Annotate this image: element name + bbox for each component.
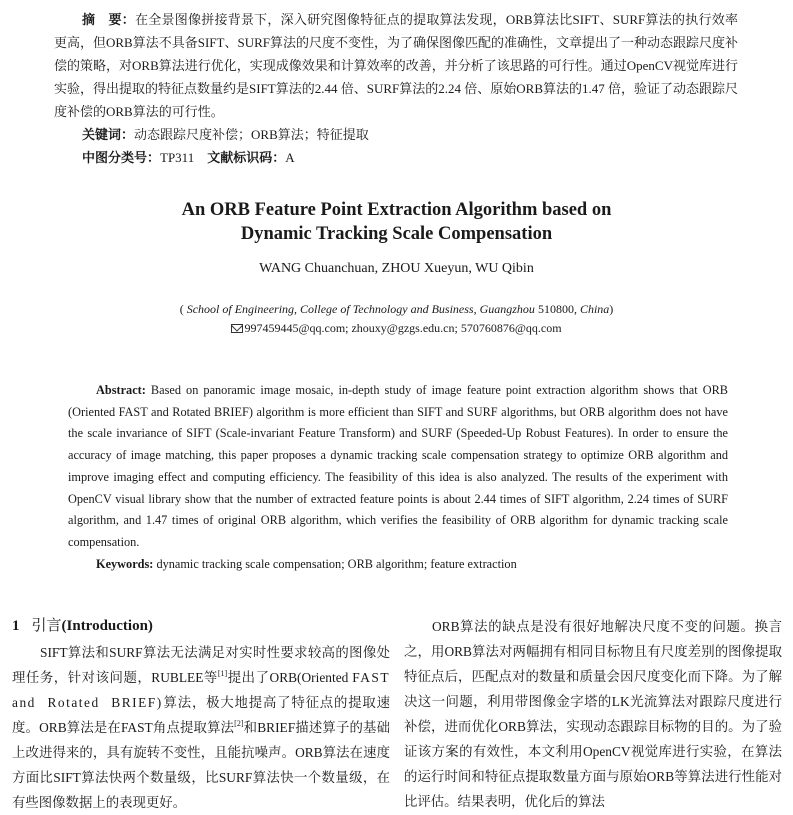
citation-1[interactable]: [1] xyxy=(217,669,228,678)
body-column-right xyxy=(404,614,782,814)
affiliation-country: China xyxy=(579,302,610,316)
english-abstract-block xyxy=(68,380,728,575)
title-line-1: An ORB Feature Point Extraction Algorithm based on xyxy=(181,200,612,220)
affiliation-block xyxy=(0,300,793,338)
chinese-abstract xyxy=(54,8,738,123)
affiliation-college: College of Technology and Business xyxy=(300,302,474,316)
classification-line xyxy=(54,146,738,169)
chinese-abstract-text: 在全景图像拼接背景下，深入研究图像特征点的提取算法发现，ORB算法比SIFT、SURF算法的执行效率更高，但ORB算法不具备SIFT、SURF算法的尺度不变性，为了确保图像匹配的准确性，文章提出了一种动态跟踪尺度补偿的策略，对ORB算法进行优化，实现成像效果和计算效率的改善，并分析了该思路的可行性。通过OpenCV视觉库进行实验，得出提取的特征点数量约是SIFT算法的2.44 倍、SURF算法的2.24 倍、原始ORB算法的1.47 倍，验证了动态跟踪尺度补偿的ORB算法的可行性。 xyxy=(54,12,738,119)
intro-paragraph-2: ORB算法的缺点是没有很好地解决尺度不变的问题。换言之，用ORB算法对两幅拥有相同目标物且有尺度差别的图像提取特征点后，匹配点对的数量和质量会因尺度变化而下降。为了解决这一问题，利用带图像金字塔的LK光流算法对跟踪尺度进行补偿，进而优化ORB算法，实现动态跟踪目标物的目的。为了验证该方案的有效性，本文利用OpenCV视觉库进行实验，在算法的运行时间和特征点提取数量方面与原始ORB等算法进行性能对比评估。结果表明，优化后的算法 xyxy=(404,619,782,809)
english-abstract-text: Based on panoramic image mosaic, in-depth study of image feature point extraction algorithm shows that ORB (Oriented FAST and Rotated BRIEF) algorithm is more efficient than SIFT and SURF algorithms, but ORB algorithm does not have the scale invariance of SIFT (Scale-invariant Feature Transform) and SURF (Speeded-Up Robust Features). In order to ensure the accuracy of image matching, this paper proposes a dynamic tracking scale compensation strategy to optimize ORB algorithm and improve imaging effect and computing efficiency. The feasibility of this idea is also analyzed. The results of the experiment with OpenCV visual library show that the number of extracted feature points is about 2.44 times of SIFT algorithm, 2.24 times of SURF algorithm, and 1.47 times of original ORB algorithm, which verifies the feasibility of ORB algorithm for dynamic tracking scale compensation. xyxy=(68,383,728,549)
english-keywords xyxy=(68,554,728,576)
section-title-en: (Introduction) xyxy=(61,618,153,634)
intro-paragraph-1: SIFT算法和SURF算法无法满足对实时性要求较高的图像处理任务，针对该问题，RUBLEE等[1]提出了ORB(Oriented FAST and Rotated BRIEF)算法，极大地提高了特征点的提取速度。ORB算法是在FAST角点提取算法[2]和BRIEF描述算子的基础上改进得来的，具有旋转不变性，且能抗噪声。ORB算法在速度方面比SIFT算法快两个数量级，比SURF算法快一个数量级，在有些图像数据上的表现更好。 xyxy=(12,645,390,810)
section-title-cn: 引言 xyxy=(31,618,62,634)
english-abstract xyxy=(68,380,728,554)
clc-label: 中图分类号： xyxy=(82,150,161,165)
email-line xyxy=(0,319,793,338)
doc-code-label: 文献标识码： xyxy=(207,150,286,165)
affiliation: ( School of Engineering, College of Technology and Business, Guangzhou 510800, China) xyxy=(179,302,614,316)
affiliation-postcode: 510800, xyxy=(534,302,580,316)
clc-value: TP311 xyxy=(160,150,195,165)
body-column-left xyxy=(12,614,390,815)
english-title xyxy=(0,198,793,246)
chinese-keywords-label: 关键词： xyxy=(82,127,135,142)
chinese-abstract-label: 摘 要： xyxy=(82,12,135,27)
chinese-keywords-text: 动态跟踪尺度补偿；ORB算法；特征提取 xyxy=(134,127,369,142)
section-number: 1 xyxy=(12,618,20,634)
authors: WANG Chuanchuan, ZHOU Xueyun, WU Qibin xyxy=(259,261,534,276)
chinese-abstract-block xyxy=(54,8,738,169)
emails: 997459445@qq.com; zhouxy@gzgs.edu.cn; 570760876@qq.com xyxy=(244,321,562,335)
affiliation-city: Guangzhou xyxy=(479,302,535,316)
english-keywords-text: dynamic tracking scale compensation; ORB algorithm; feature extraction xyxy=(153,556,517,571)
title-line-2: Dynamic Tracking Scale Compensation xyxy=(240,224,553,244)
affiliation-school: School of Engineering xyxy=(186,302,295,316)
english-keywords-label: Keywords: xyxy=(96,556,154,571)
doc-code-value: A xyxy=(285,150,295,165)
chinese-keywords xyxy=(54,123,738,146)
section-heading xyxy=(12,614,390,639)
english-abstract-label: Abstract: xyxy=(96,383,146,397)
envelope-icon xyxy=(231,324,243,333)
citation-2[interactable]: [2] xyxy=(234,719,244,728)
